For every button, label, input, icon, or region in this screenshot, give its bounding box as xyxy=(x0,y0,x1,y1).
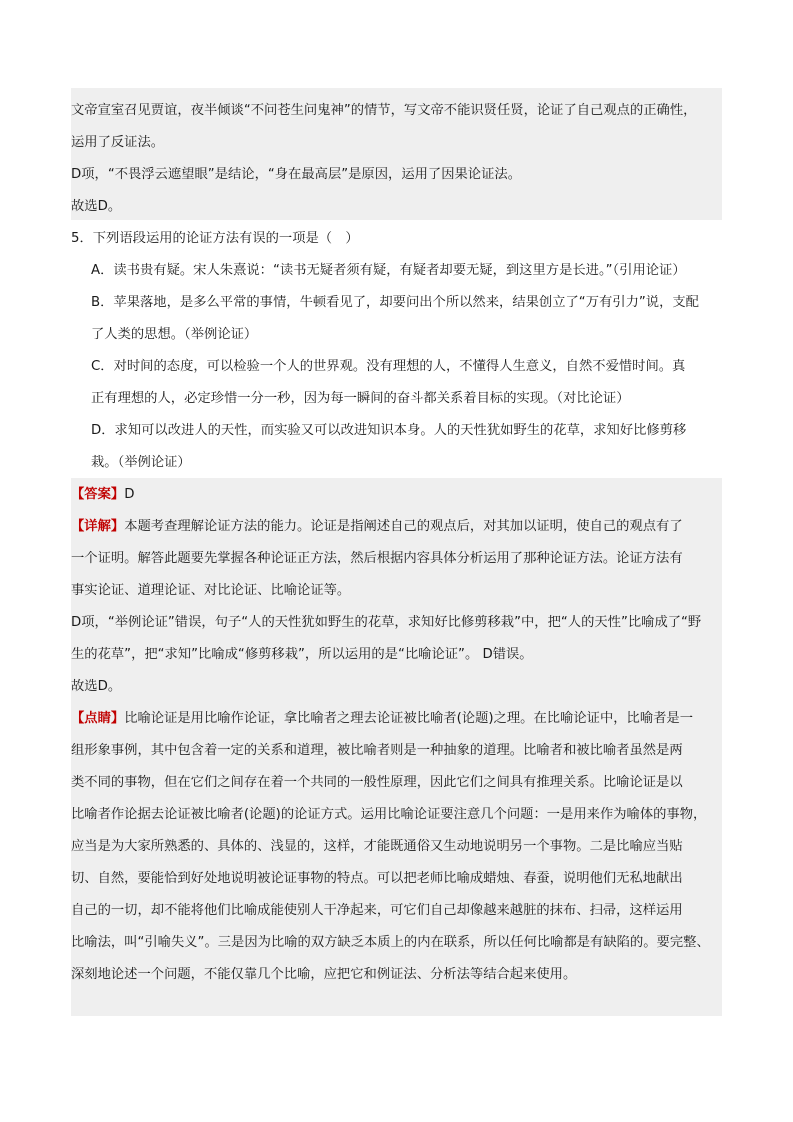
explanation-line: 运用了反证法。 xyxy=(71,135,165,150)
option-c-continued: 正有理想的人，必定珍惜一分一秒，因为每一瞬间的奋斗都关系着目标的实现。（对比论证） xyxy=(91,391,630,406)
comment-line: 切、自然，要能恰到好处地说明被论证事物的特点。可以把老师比喻成蜡烛、春蚕，说明他们无私地献出 xyxy=(71,871,683,886)
explanation-line: D项，“不畏浮云遮望眼”是结论，“身在最高层”是原因，运用了因果论证法。 xyxy=(71,167,521,182)
detail-line: 一个证明。解答此题要先掌握各种论证正方法，然后根据内容具体分析运用了那种论证方法。论证方法有 xyxy=(71,551,683,566)
option-c: C．对时间的态度，可以检验一个人的世界观。没有理想的人，不懂得人生意义，自然不爱惜时间。真 xyxy=(91,359,686,374)
answer-line xyxy=(71,485,134,505)
comment-line: 应当是为大家所熟悉的、具体的、浅显的，这样，才能既通俗又生动地说明另一个事物。二是比喻应当贴 xyxy=(71,839,683,854)
option-d: D．求知可以改进人的天性，而实验又可以改进知识本身。人的天性犹如野生的花草，求知好比修剪移 xyxy=(91,423,687,438)
question-title: 5．下列语段运用的论证方法有误的一项是（ ） xyxy=(71,231,359,246)
comment-line: 类不同的事物，但在它们之间存在着一个共同的一般性原理，因此它们之间具有推理关系。比喻论证是以 xyxy=(71,775,683,790)
option-a: A．读书贵有疑。宋人朱熹说：“读书无疑者须有疑，有疑者却要无疑，到这里方是长进。”（引用论证） xyxy=(91,263,686,278)
comment-line: 深刻地论述一个问题，不能仅靠几个比喻，应把它和例证法、分析法等结合起来使用。 xyxy=(71,967,577,982)
explanation-line: 故选D。 xyxy=(71,199,122,214)
comment-line: 比喻者作论据去论证被比喻者(论题)的论证方式。运用比喻论证要注意几个问题：一是用来作为喻体的事物， xyxy=(71,807,707,822)
comment-text: 比喻论证是用比喻作论证，拿比喻者之理去论证被比喻者(论题)之理。在比喻论证中，比喻者是一 xyxy=(124,711,694,726)
answer-value: D xyxy=(124,487,135,502)
explanation-line: 文帝宣室召见贾谊，夜半倾谈“不问苍生问鬼神”的情节，写文帝不能识贤任贤，论证了自己观点的正确性， xyxy=(71,103,697,118)
comment-line: 组形象事例，其中包含着一定的关系和道理，被比喻者则是一种抽象的道理。比喻者和被比喻者虽然是两 xyxy=(71,743,683,758)
detail-line: 故选D。 xyxy=(71,679,122,694)
comment-line: 自己的一切，却不能将他们比喻成能使别人干净起来，可它们自己却像越来越脏的抹布、扫帚，这样运用 xyxy=(71,903,683,918)
detail-tag: 【详解】 xyxy=(71,519,125,534)
comment-tag: 【点睛】 xyxy=(71,711,125,726)
detail-text: 本题考查理解论证方法的能力。论证是指阐述自己的观点后，对其加以证明，使自己的观点有了 xyxy=(124,519,683,534)
detail-line: D项，“举例论证”错误，句子“人的天性犹如野生的花草，求知好比修剪移栽”中，把“人的天性”比喻成了“野 xyxy=(71,615,702,630)
detail-line: 事实论证、道理论证、对比论证、比喻论证等。 xyxy=(71,583,351,598)
answer-tag: 【答案】 xyxy=(71,487,125,502)
comment-line: 比喻法，叫“引喻失义”。三是因为比喻的双方缺乏本质上的内在联系，所以任何比喻都是有缺陷的。要完整、 xyxy=(71,935,710,950)
option-b: B．苹果落地，是多么平常的事情，牛顿看见了，却要问出个所以然来，结果创立了“万有引力”说，支配 xyxy=(91,295,699,310)
detail-line: 生的花草”，把“求知”比喻成“修剪移栽”，所以运用的是“比喻论证”。 D错误。 xyxy=(71,647,533,662)
detail-line xyxy=(71,517,683,537)
option-d-continued: 栽。（举例论证） xyxy=(91,455,191,470)
option-b-continued: 了人类的思想。（举例论证） xyxy=(91,327,258,342)
comment-line xyxy=(71,709,693,729)
